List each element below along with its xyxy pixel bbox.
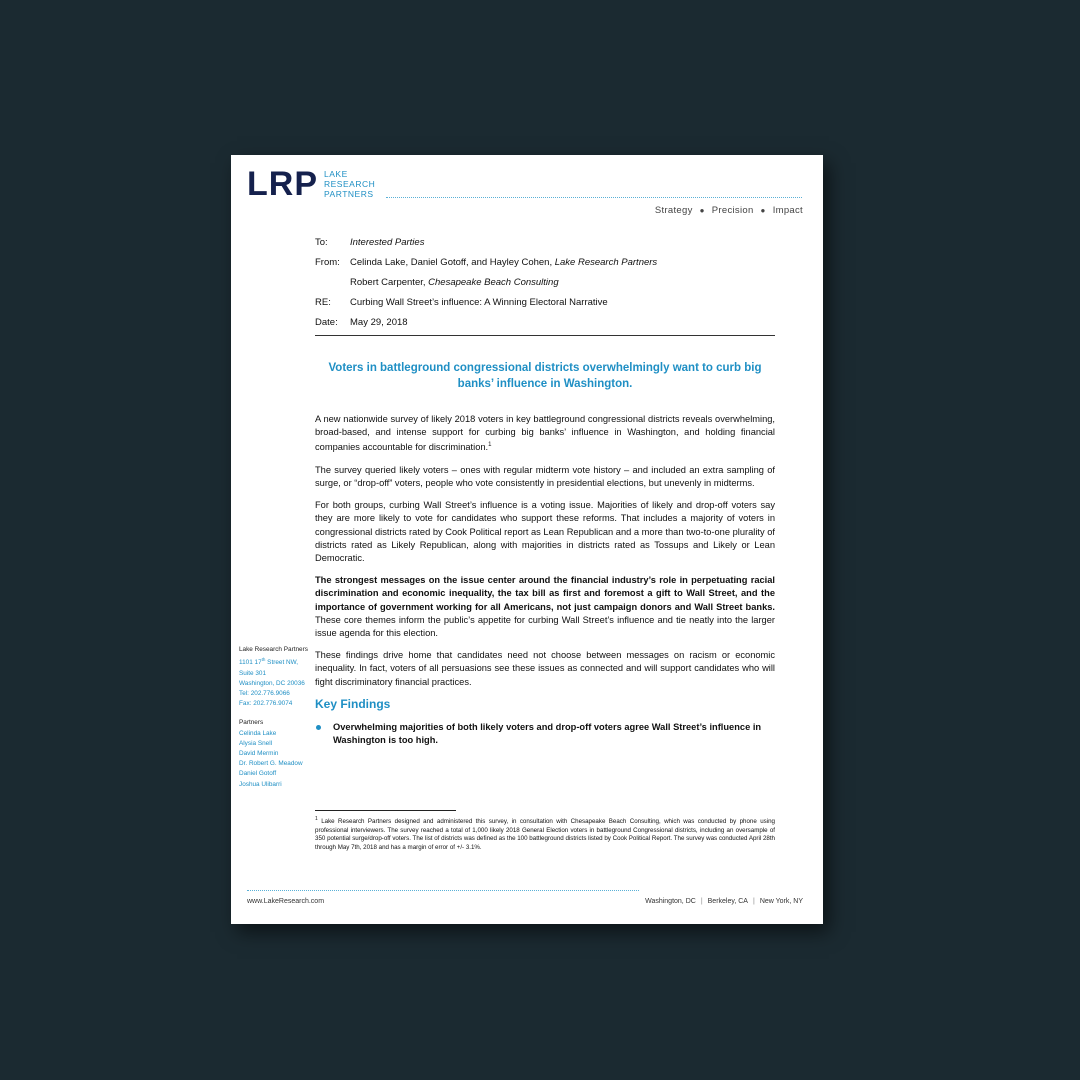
paragraph-text: A new nationwide survey of likely 2018 voters in key battleground congressional districts reveals overwhelming, broad-based, and intense support for curbing big banks’ influence in Washington, and holding financial companies accountable for discrimination. <box>315 414 775 453</box>
office-location: New York, NY <box>759 898 803 905</box>
partner-name: Joshua Ulibarri <box>239 780 282 788</box>
memo-value <box>350 277 559 289</box>
footer-divider <box>247 890 639 891</box>
finding-text: Overwhelming majorities of both likely voters and drop-off voters agree Wall Street’s influence in Washington is too high. <box>333 721 762 746</box>
from-org: Lake Research Partners <box>554 257 658 268</box>
memo-to-row <box>315 237 775 257</box>
memo-page <box>231 155 823 924</box>
memo-value: May 29, 2018 <box>350 317 408 328</box>
address-line: Washington, DC 20036 <box>239 679 305 687</box>
logo-sub-line: PARTNERS <box>324 189 374 199</box>
footer-website[interactable]: www.LakeResearch.com <box>247 898 325 905</box>
memo-value <box>350 257 657 269</box>
footnote-ref: 1 <box>488 442 492 449</box>
headline: Voters in battleground congressional districts overwhelmingly want to curb big banks’ influence in Washington. <box>328 362 762 390</box>
paragraph-text: These core themes inform the public’s appetite for curbing Wall Street’s influence and tie neatly into the larger issue agenda for this election. <box>315 614 775 638</box>
phone-line: Tel: 202.776.9066 <box>239 689 290 697</box>
bullet-separator-icon: ● <box>760 206 766 215</box>
sidebar-contact <box>239 645 315 790</box>
office-location: Washington, DC <box>645 898 696 905</box>
footnote-divider <box>315 810 456 811</box>
body-paragraph: These findings drive home that candidates need not choose between messages on racism or economic inequality. In fact, voters of all persuasions see these issues as connected and will support candidates who will fight discriminatory financial practices. <box>315 650 775 687</box>
tagline-item: Strategy <box>654 205 693 216</box>
header-divider <box>386 197 802 198</box>
body-paragraph <box>315 574 775 640</box>
partner-name: Alysia Snell <box>239 739 273 747</box>
finding-bullet <box>315 721 775 747</box>
from-names: Celinda Lake, Daniel Gotoff, and Hayley Cohen, <box>350 257 555 268</box>
memo-value <box>350 237 424 249</box>
tagline-item: Precision <box>711 205 754 216</box>
logo-sub-line: RESEARCH <box>324 179 376 189</box>
memo-divider <box>315 335 775 336</box>
body-paragraph: For both groups, curbing Wall Street’s influence is a voting issue. Majorities of likely and drop-off voters say they are more likely to vote for candidates who support these reforms. That includes a majority of voters in congressional districts rated by Cook Political report as Lean Republican and a more than two-to-one plurality of districts rated as Likely Republican, along with majorities in districts rated as Tossups and Likely or Lean Democratic. <box>315 500 775 563</box>
footnote-marker: 1 <box>315 816 318 822</box>
fax-line: Fax: 202.776.9074 <box>239 700 293 708</box>
from2-names: Robert Carpenter, <box>350 277 429 288</box>
memo-label: From: <box>315 257 340 268</box>
memo-body <box>315 413 775 747</box>
key-findings-heading: Key Findings <box>315 696 391 711</box>
logo-subtitle <box>324 169 375 199</box>
memo-header <box>315 237 775 337</box>
footnote <box>315 815 775 852</box>
key-message-text: The strongest messages on the issue center around the financial industry’s role in perpetuating racial discrimination and economic inequality, the tax bill as first and foremost a gift to Wall Street, and the importance of government working for all Americans, not just campaign donors and Wall Street banks. <box>315 575 775 612</box>
memo-label: Date: <box>315 317 338 328</box>
memo-date-row <box>315 317 775 337</box>
memo-from-row <box>315 257 775 277</box>
logo-sub-line: LAKE <box>324 169 348 179</box>
tagline <box>655 205 803 216</box>
body-paragraph: The survey queried likely voters – ones with regular midterm vote history – and included an extra sampling of surge, or “drop-off” voters, people who vote consistently in presidential elections, but unevenly in midterms. <box>315 464 775 488</box>
memo-label: RE: <box>315 297 331 308</box>
memo-value: Curbing Wall Street’s influence: A Winning Electoral Narrative <box>350 297 608 308</box>
logo-mark: LRP <box>247 165 318 203</box>
partner-name: Daniel Gotoff <box>239 770 277 778</box>
footnote-text: Lake Research Partners designed and administered this survey, in consultation with Chesapeake Beach Consulting, which was conducted by phone using professional interviewers. The survey reached a total of 1,000 likely 2018 General Election voters in battleground Congressional districts, including an oversample of 350 potential surge/drop-off voters. The list of districts was defined as the 100 battleground districts listed by Cook Political Report. The survey was conducted April 28th through May 7th, 2018 and has a margin of error of +/- 3.1%. <box>315 818 775 851</box>
memo-from2-row <box>315 277 775 297</box>
from2-org: Chesapeake Beach Consulting <box>428 277 559 288</box>
partner-name: Celinda Lake <box>239 729 277 737</box>
office-location: Berkeley, CA <box>707 898 748 905</box>
body-paragraph <box>315 413 775 455</box>
bullet-dot-icon <box>316 725 321 730</box>
partner-name: Dr. Robert G. Meadow <box>239 760 303 768</box>
sidebar-org: Lake Research Partners <box>239 646 308 653</box>
memo-to-value: Interested Parties <box>350 237 425 248</box>
memo-label: To: <box>315 237 328 248</box>
partner-name: David Mermin <box>239 749 279 757</box>
partners-label: Partners <box>239 719 264 727</box>
memo-re-row <box>315 297 775 317</box>
address-line: Suite 301 <box>239 669 267 677</box>
tagline-item: Impact <box>772 205 803 216</box>
footer-offices: Washington, DC | Berkeley, CA | New York, NY <box>645 898 803 905</box>
address-line: 1101 17th Street NW, <box>239 657 299 667</box>
bullet-separator-icon: ● <box>699 206 705 215</box>
